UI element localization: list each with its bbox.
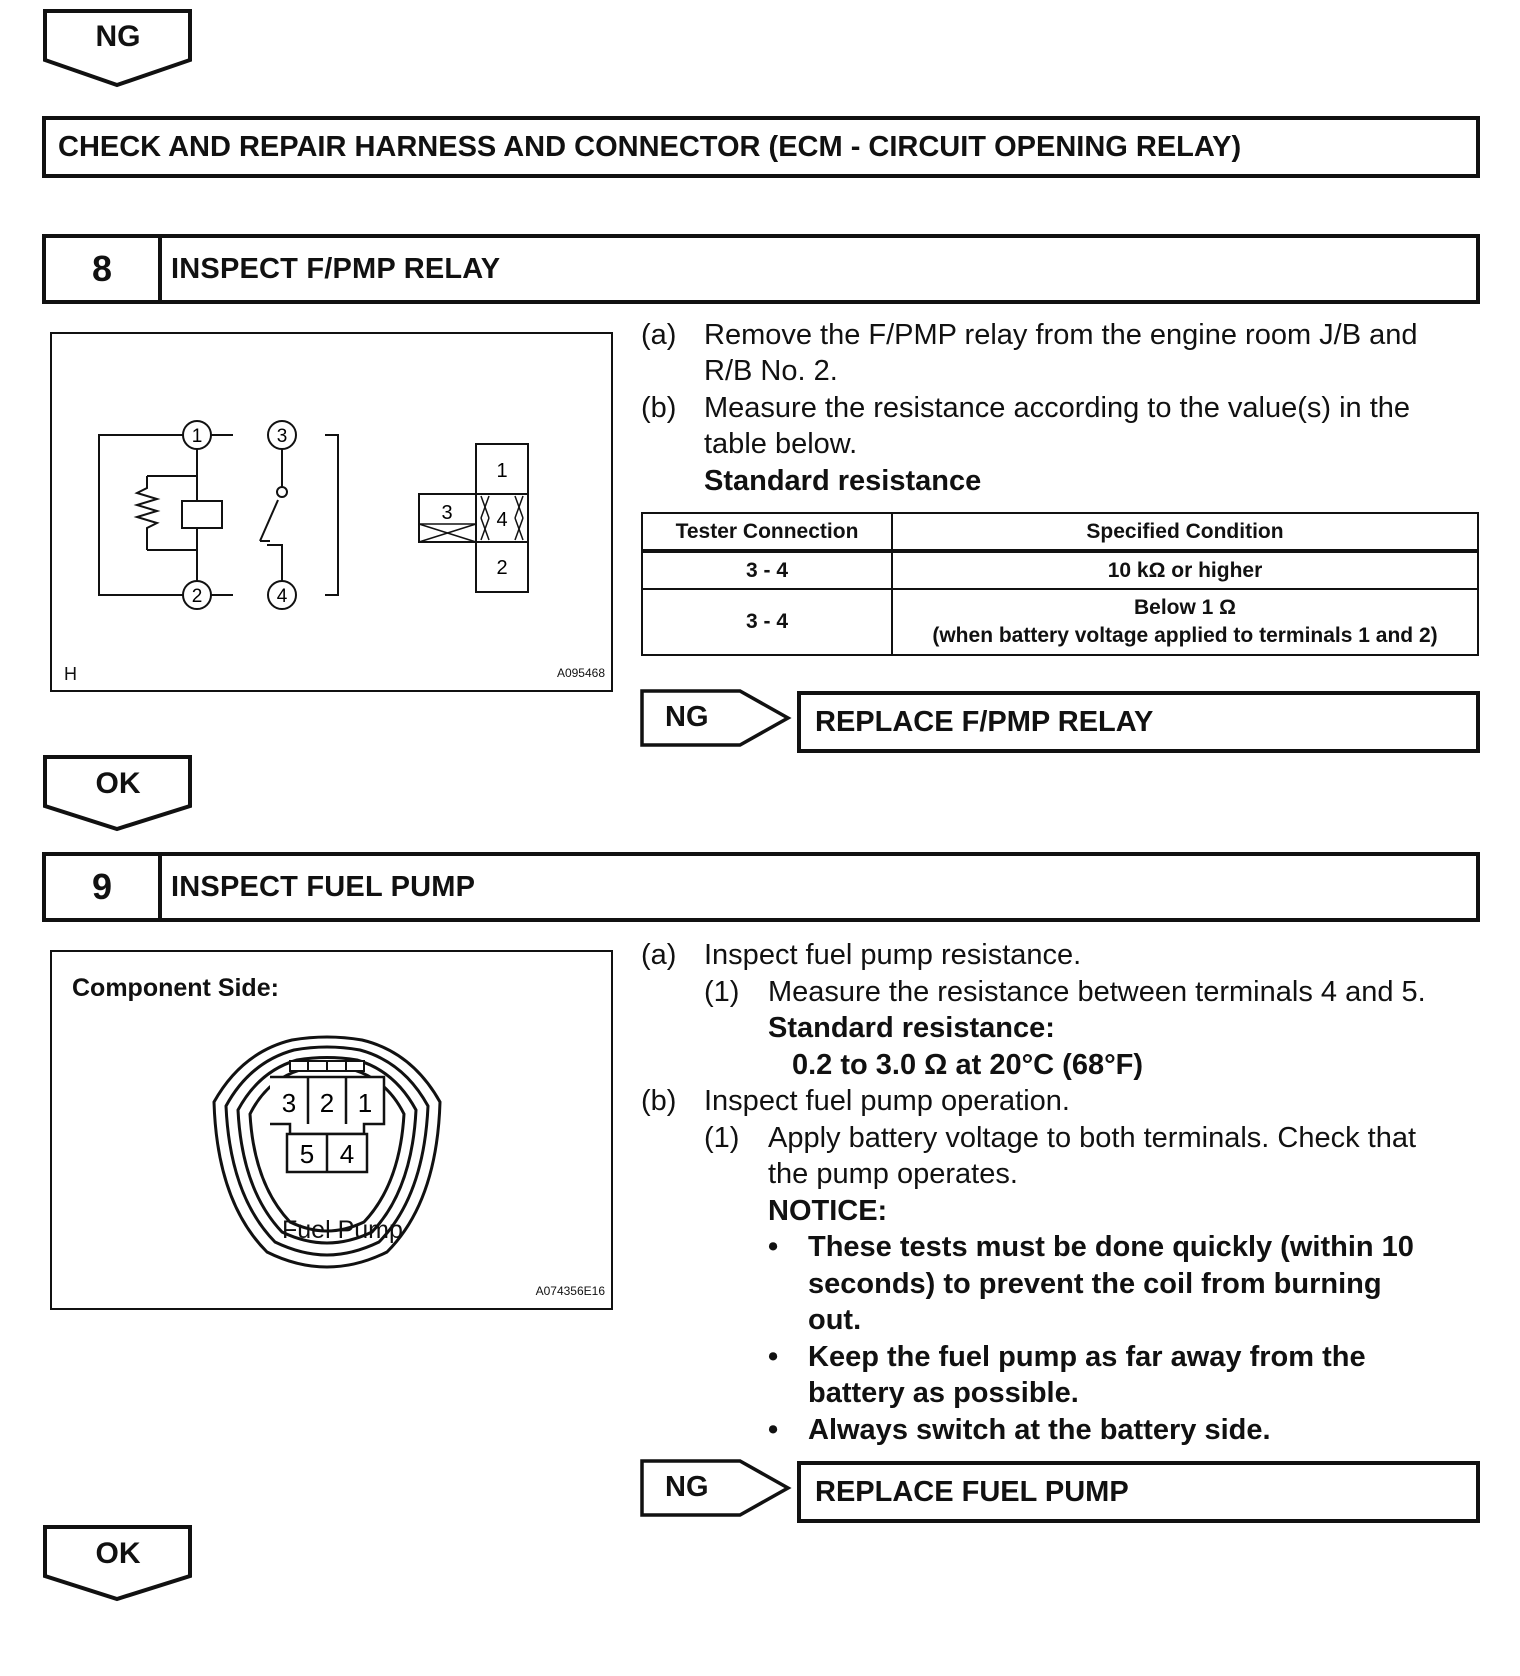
- step9-text-a: Inspect fuel pump resistance.: [704, 939, 1082, 971]
- bullet-marker: •: [768, 1231, 779, 1263]
- pump-pin-label: 5: [299, 1139, 315, 1169]
- table-cell-connection: 3 - 4: [642, 589, 892, 655]
- standard-resistance-label: Standard resistance: [704, 465, 982, 497]
- table-header: Specified Condition: [892, 513, 1478, 551]
- step9-text-b1-line1: Apply battery voltage to both terminals. Check that: [768, 1122, 1417, 1154]
- table-cell-condition: [892, 589, 1478, 655]
- replace-fuel-pump-text: REPLACE FUEL PUMP: [815, 1475, 1129, 1508]
- step8-marker-b: (b): [641, 392, 677, 424]
- notice-bullet-1-line1: These tests must be done quickly (within 10: [808, 1231, 1414, 1263]
- step8-text-a-line1: Remove the F/PMP relay from the engine room J/B and: [704, 319, 1418, 351]
- fuel-pump-connector-diagram: [52, 952, 611, 1308]
- bullet-marker: •: [768, 1341, 779, 1373]
- step9-marker-b1: (1): [704, 1122, 740, 1154]
- connector-pin-label: 4: [496, 509, 508, 531]
- pump-pin-label: 1: [357, 1088, 373, 1118]
- ng-arrow-step9: [640, 1458, 792, 1518]
- pump-standard-resistance-label: Standard resistance:: [768, 1012, 1055, 1044]
- step8-text-b-line1: Measure the resistance according to the value(s) in the: [704, 392, 1411, 424]
- step8-text-a-line2: R/B No. 2.: [704, 355, 838, 387]
- pump-pin-label: 4: [339, 1139, 355, 1169]
- connector-pin-label: 1: [496, 460, 508, 482]
- figure-code: A095468: [556, 666, 605, 680]
- table-cell-connection: 3 - 4: [642, 551, 892, 589]
- step8-ng-label: NG: [665, 701, 709, 733]
- table-row: [642, 589, 1478, 655]
- fuel-pump-figure: [50, 950, 613, 1310]
- ng-arrow-step8: [640, 688, 792, 748]
- step9-ok-label: OK: [95, 1537, 141, 1570]
- component-side-label: Component Side:: [72, 974, 279, 1002]
- step8-text-b-line2: table below.: [704, 428, 858, 460]
- pump-pin-label: 2: [319, 1088, 335, 1118]
- fuel-pump-caption: Fuel Pump: [282, 1216, 403, 1244]
- notice-bullet-2-line2: battery as possible.: [808, 1377, 1079, 1409]
- step9-text-a1: Measure the resistance between terminals 4 and 5.: [768, 976, 1426, 1008]
- step8-marker-a: (a): [641, 319, 677, 351]
- relay-pin-label: 2: [191, 586, 203, 607]
- pump-pin-label: 3: [281, 1088, 297, 1118]
- figure-code: A074356E16: [535, 1284, 605, 1298]
- step8-ok-label: OK: [95, 767, 141, 800]
- connector-pin-label: 2: [496, 557, 508, 579]
- replace-fuel-pump-box: [797, 1461, 1480, 1523]
- figure-corner-label: H: [64, 664, 77, 684]
- step9-number: 9: [46, 856, 162, 918]
- step9-ng-label: NG: [665, 1471, 709, 1503]
- notice-bullet-2-line1: Keep the fuel pump as far away from the: [808, 1341, 1366, 1373]
- pump-standard-resistance-value: 0.2 to 3.0 Ω at 20°C (68°F): [792, 1049, 1144, 1081]
- notice-label: NOTICE:: [768, 1195, 888, 1227]
- relay-connector-view: [419, 444, 528, 592]
- notice-bullet-1-line2: seconds) to prevent the coil from burning: [808, 1268, 1382, 1300]
- table-row: [642, 551, 1478, 589]
- relay-pin-label: 1: [191, 426, 203, 447]
- step8-header: [42, 234, 1480, 304]
- table-cell-condition-line2: (when battery voltage applied to terminals 1 and 2): [932, 624, 1438, 647]
- step9-marker-a: (a): [641, 939, 677, 971]
- notice-bullet-1-line3: out.: [808, 1304, 862, 1336]
- step9-marker-a1: (1): [704, 976, 740, 1008]
- table-cell-condition: 10 kΩ or higher: [892, 551, 1478, 589]
- step9-text-b: Inspect fuel pump operation.: [704, 1085, 1070, 1117]
- repair-harness-box: [42, 116, 1480, 178]
- table-cell-condition-line1: Below 1 Ω: [1133, 596, 1237, 619]
- step9-marker-b: (b): [641, 1085, 677, 1117]
- connector-pin-label: 3: [441, 502, 453, 524]
- step8-title: INSPECT F/PMP RELAY: [171, 252, 501, 285]
- repair-harness-text: CHECK AND REPAIR HARNESS AND CONNECTOR (ECM - CIRCUIT OPENING RELAY): [58, 130, 1242, 163]
- table-header: Tester Connection: [642, 513, 892, 551]
- step9-title: INSPECT FUEL PUMP: [171, 870, 476, 903]
- replace-relay-text: REPLACE F/PMP RELAY: [815, 705, 1154, 738]
- relay-pin-label: 3: [276, 426, 288, 447]
- notice-bullet-3-line1: Always switch at the battery side.: [808, 1414, 1271, 1446]
- step8-number: 8: [46, 238, 162, 300]
- step9-text-b1-line2: the pump operates.: [768, 1158, 1018, 1190]
- relay-circuit-diagram: [52, 334, 611, 690]
- bullet-marker: •: [768, 1414, 779, 1446]
- relay-figure: [50, 332, 613, 692]
- ng-label-top: NG: [95, 20, 141, 53]
- replace-relay-box: [797, 691, 1480, 753]
- step9-header: [42, 852, 1480, 922]
- relay-pin-label: 4: [276, 586, 288, 607]
- resistance-table: [641, 512, 1479, 656]
